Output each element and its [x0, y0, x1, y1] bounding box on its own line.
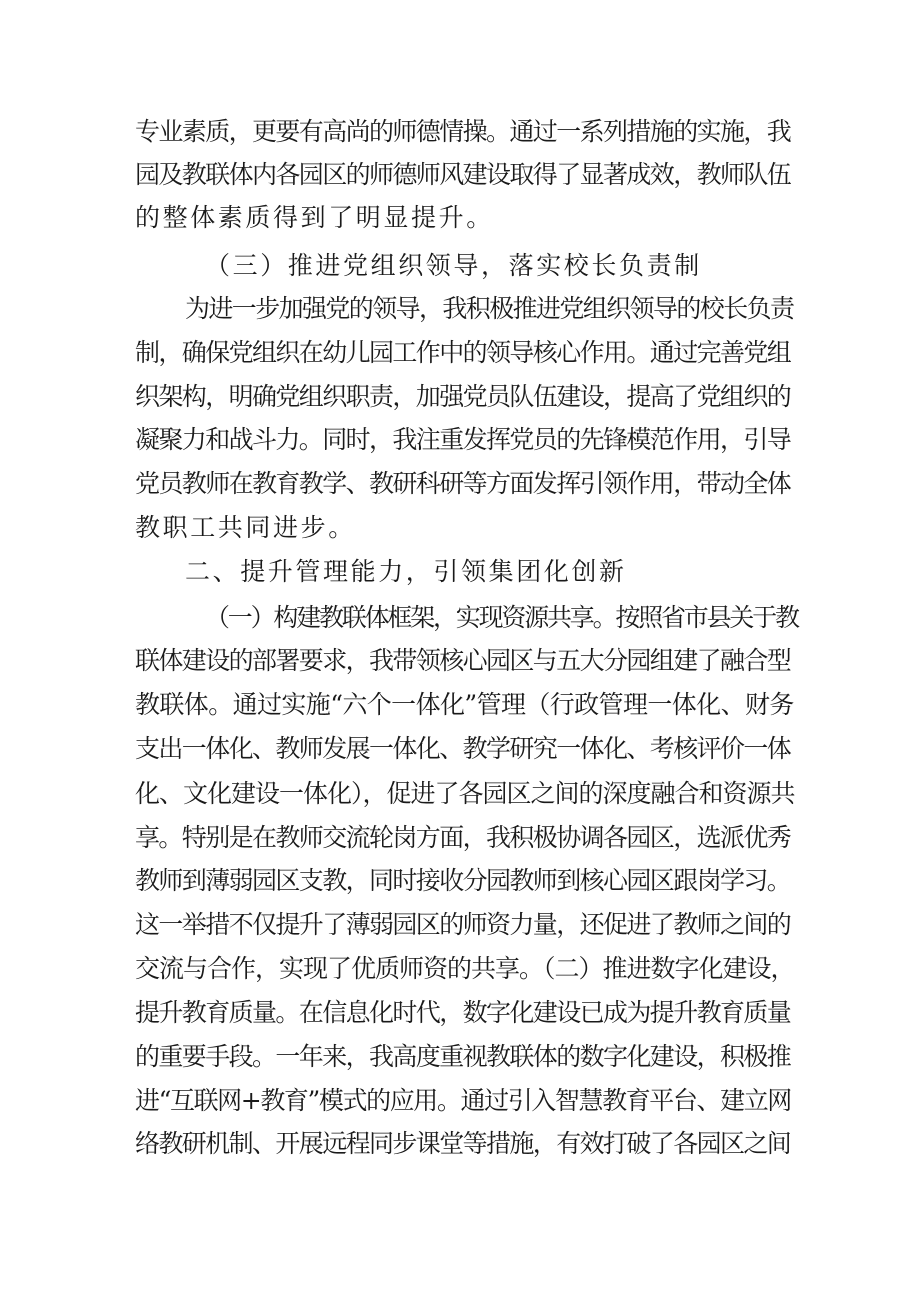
text-line: 支出一体化、教师发展一体化、教学研究一体化、考核评价一体: [135, 734, 791, 763]
text-line: 的整体素质得到了明显提升。: [135, 203, 494, 232]
text-line: 织架构，明确党组织职责，加强党员队伍建设，提高了党组织的: [135, 382, 791, 411]
text-line: （一）构建教联体框架，实现资源共享。按照省市县关于教: [205, 603, 798, 632]
text-line: 这一举措不仅提升了薄弱园区的师资力量，还促进了教师之间的: [135, 910, 791, 939]
text-line: 化、文化建设一体化），促进了各园区之间的深度融合和资源共: [135, 779, 795, 808]
text-line: 教职工共同进步。: [135, 513, 356, 542]
text-line: 络教研机制、开展远程同步课堂等措施，有效打破了各园区之间: [135, 1129, 791, 1158]
text-line: 专业素质，更要有高尚的师德情操。通过一系列措施的实施，我: [135, 117, 791, 146]
text-line: 交流与合作，实现了优质师资的共享。（二）推进数字化建设，: [135, 954, 795, 983]
text-line: 进“互联网+教育”模式的应用。通过引入智慧教育平台、建立网: [135, 1086, 791, 1115]
text-line: 教联体。通过实施“六个一体化”管理（行政管理一体化、财务: [135, 690, 794, 719]
text-line: 为进一步加强党的领导，我积极推进党组织领导的校长负责: [185, 294, 794, 323]
section-heading: （三）推进党组织领导，落实校长负责制: [205, 251, 702, 280]
text-line: 党员教师在教育教学、教研科研等方面发挥引领作用，带动全体: [135, 469, 791, 498]
text-line: 提升教育质量。在信息化时代，数字化建设已成为提升教育质量: [135, 998, 791, 1027]
text-line: 的重要手段。一年来，我高度重视教联体的数字化建设，积极推: [135, 1042, 791, 1071]
section-heading: 二、提升管理能力，引领集团化创新: [185, 557, 627, 586]
text-line: 享。特别是在教师交流轮岗方面，我积极协调各园区，选派优秀: [135, 823, 791, 852]
text-line: 制，确保党组织在幼儿园工作中的领导核心作用。通过完善党组: [135, 338, 791, 367]
text-line: 联体建设的部署要求，我带领核心园区与五大分园组建了融合型: [135, 646, 791, 675]
text-line: 园及教联体内各园区的师德师风建设取得了显著成效，教师队伍: [135, 160, 791, 189]
text-line: 凝聚力和战斗力。同时，我注重发挥党员的先锋模范作用，引导: [135, 425, 791, 454]
text-line: 教师到薄弱园区支教，同时接收分园教师到核心园区跟岗学习。: [135, 866, 791, 895]
